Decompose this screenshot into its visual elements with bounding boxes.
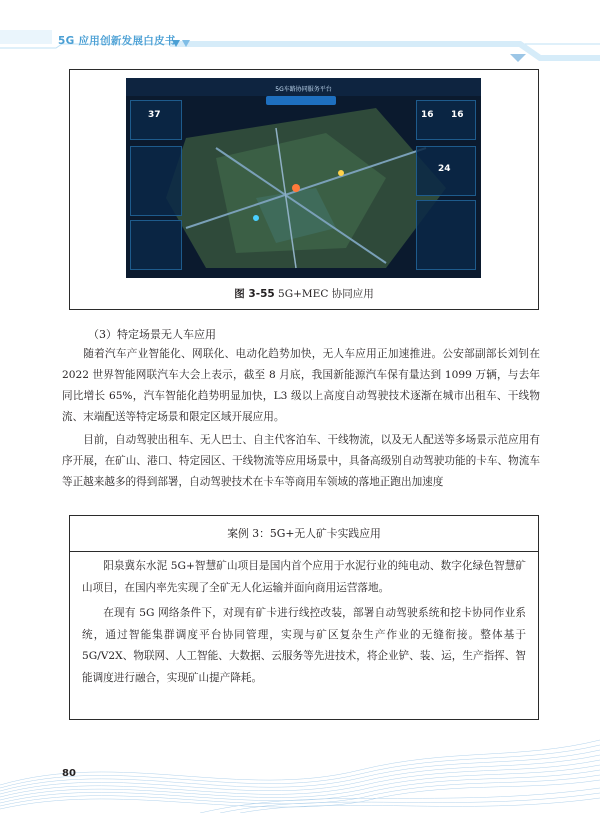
body-paragraph-2 — [62, 430, 540, 493]
screen-table-panel — [416, 200, 476, 270]
screen-right-stat-panel — [416, 100, 476, 140]
figure-frame — [69, 69, 539, 310]
screen-stat-right-b: 16 — [451, 110, 464, 120]
footer-wave-decoration — [0, 690, 600, 813]
case-paragraph-2: 在现有 5G 网络条件下，对现有矿卡进行线控改装，部署自动驾驶系统和挖卡协同作业系统，通过智能集群调度平台协同管理，实现与矿区复杂生产作业的无缝衔接。整体基于 5G/V2X、物联网、人工智能、大数据、云服务等先进技术，将企业铲、装、运，生产指挥、智能调度进行融合，实现矿山提产降耗。 — [82, 607, 526, 684]
case-title: 案例 3：5G+无人矿卡实践应用 — [70, 516, 538, 552]
screen-stat-right-a: 16 — [421, 110, 434, 120]
body-paragraph-1 — [62, 344, 540, 428]
body-paragraph-1-text: 随着汽车产业智能化、网联化、电动化趋势加快，无人车应用正加速推进。公安部副部长刘钊在 2022 世界智能网联汽车大会上表示，截至 8 月底，我国新能源汽车保有量达到 1099 万辆，与去年同比增长 65%，汽车智能化趋势明显加快，L3 级以上高度自动驾驶技术逐渐在城市出租车、干线物流、末端配送等特定场景和限定区域开展应用。 — [62, 348, 540, 423]
screen-left-stat-panel — [130, 100, 182, 140]
page-number: 80 — [62, 768, 76, 779]
figure-caption-number: 图 3-55 — [234, 288, 275, 300]
figure-caption-text: 5G+MEC 协同应用 — [274, 288, 374, 300]
figure-caption — [70, 286, 538, 301]
screen-charts-panel — [130, 220, 182, 270]
case-paragraph-1: 阳泉冀东水泥 5G+智慧矿山项目是国内首个应用于水泥行业的纯电动、数字化绿色智慧矿山项目，在国内率先实现了全矿无人化运输并面向商用运营落地。 — [82, 560, 526, 594]
dashboard-screenshot — [126, 78, 481, 278]
screen-vehicle-list-panel — [130, 146, 182, 216]
screen-stat-left: 37 — [148, 110, 161, 120]
screen-gauge-value: 24 — [438, 164, 451, 174]
section-heading: （3）特定场景无人车应用 — [88, 328, 216, 341]
body-paragraph-2-text: 目前，自动驾驶出租车、无人巴士、自主代客泊车、干线物流，以及无人配送等多场景示范应用有序开展，在矿山、港口、特定园区、干线物流等应用场景中，具备高级别自动驾驶功能的卡车、物流车等正越来越多的得到部署，自动驾驶技术在卡车等商用车领域的落地正跑出加速度 — [62, 434, 540, 488]
case-body — [70, 552, 538, 689]
screen-title: 5G车路协同服务平台 — [275, 86, 332, 93]
header-title: 5G 应用创新发展白皮书 — [58, 35, 176, 47]
